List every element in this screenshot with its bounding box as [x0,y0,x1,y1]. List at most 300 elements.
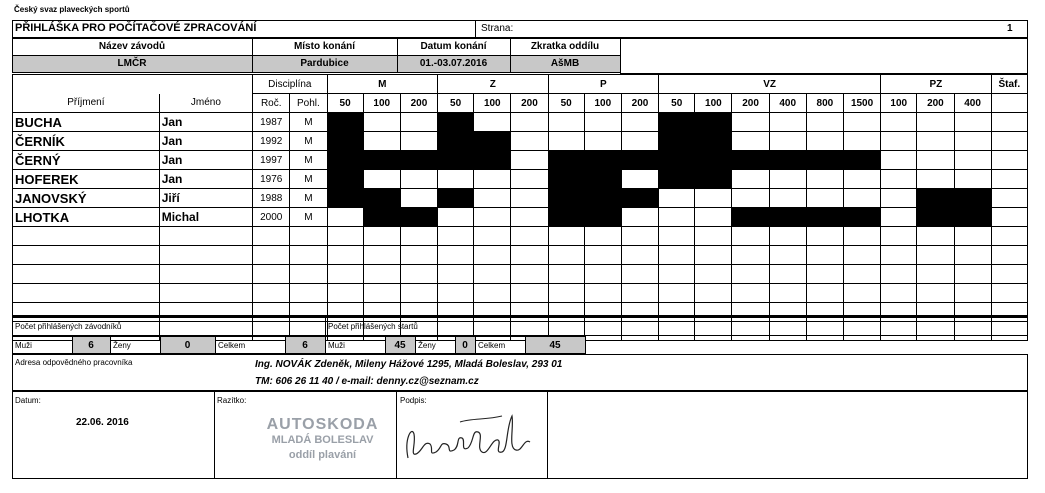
empty-cell [159,265,252,284]
entry-empty [400,170,437,189]
entry-empty [695,189,732,208]
empty-cell [991,265,1027,284]
entry-empty [584,113,621,132]
empty-cell [621,227,658,246]
empty-cell [511,265,548,284]
distance-9: 50 [659,94,695,113]
federation-name: Český svaz plaveckých sportů [14,5,130,14]
empty-cell [363,284,400,303]
entry-mark [584,170,621,189]
empty-cell [843,284,880,303]
empty-cell [881,246,917,265]
entry-mark [806,151,843,170]
empty-cell [13,227,160,246]
entry-empty [474,170,511,189]
entry-empty [400,113,437,132]
entry-empty [511,132,548,151]
table-row-empty [13,246,1028,265]
empty-cell [954,246,991,265]
entry-mark [917,208,954,227]
empty-cell [474,265,511,284]
empty-cell [400,246,437,265]
entry-mark [659,113,695,132]
empty-cell [917,227,954,246]
entry-mark [548,170,584,189]
datum-label: Datum: [15,396,41,405]
distance-17: 400 [954,94,991,113]
jmeno: Jan [159,170,252,189]
prijmeni: ČERNÝ [13,151,160,170]
entry-empty [511,170,548,189]
entry-empty [511,113,548,132]
empty-cell [732,246,769,265]
entry-mark [400,208,437,227]
title-divider [475,20,476,38]
empty-cell [327,227,363,246]
pohl: M [290,151,327,170]
entry-empty [363,132,400,151]
entry-empty [732,170,769,189]
empty-cell [253,265,290,284]
entries-table [12,74,1028,341]
table-row [13,170,1028,189]
entry-empty [843,189,880,208]
empty-cell [954,284,991,303]
footer-divider-3 [547,391,548,479]
datum-value: 22.06. 2016 [76,417,129,428]
entry-mark [732,208,769,227]
prijmeni: ČERNÍK [13,132,160,151]
empty-cell [363,265,400,284]
entry-empty [917,132,954,151]
startu-celkem: 45 [549,340,561,351]
empty-cell [363,246,400,265]
entry-empty [548,132,584,151]
roc: 2000 [253,208,290,227]
distance-6: 50 [548,94,584,113]
entry-mark [327,132,363,151]
entry-empty [769,132,806,151]
summary-header [12,315,1028,336]
jmeno: Jan [159,132,252,151]
entry-mark [548,151,584,170]
entry-empty [621,170,658,189]
entry-mark [659,151,695,170]
empty-cell [659,246,695,265]
entry-mark [584,189,621,208]
empty-cell [843,246,880,265]
startu-celkem-label: Celkem [478,341,506,350]
empty-cell [769,227,806,246]
entry-mark [769,151,806,170]
pohl: M [290,132,327,151]
entry-empty [438,208,474,227]
contact-label: Adresa odpovědného pracovníka [15,358,133,367]
entry-mark [363,189,400,208]
empty-cell [290,227,327,246]
roc: 1992 [253,132,290,151]
entry-mark [400,151,437,170]
prijmeni: BUCHA [13,113,160,132]
entry-empty [438,170,474,189]
empty-cell [695,265,732,284]
entry-mark [659,132,695,151]
entry-empty [917,170,954,189]
distance-4: 100 [474,94,511,113]
distance-14: 1500 [843,94,880,113]
empty-cell [400,265,437,284]
entry-empty [695,208,732,227]
entry-mark [474,151,511,170]
empty-cell [548,246,584,265]
entry-mark [438,113,474,132]
entry-empty [881,170,917,189]
empty-cell [13,265,160,284]
entry-empty [991,113,1027,132]
entry-mark [843,151,880,170]
entry-empty [843,113,880,132]
empty-cell [732,265,769,284]
pohl: M [290,170,327,189]
strana-label: Strana: [481,23,514,34]
col-jmeno: Jméno [159,94,252,113]
startu-label: Počet přihlášených startů [328,322,418,331]
info-value-2: 01.-03.07.2016 [419,58,488,69]
empty-cell [806,284,843,303]
empty-cell [511,246,548,265]
entry-empty [806,132,843,151]
entry-empty [881,132,917,151]
startu-muzi-label: Muži [328,341,345,350]
entry-empty [621,208,658,227]
entry-empty [881,208,917,227]
entry-mark [438,132,474,151]
entry-empty [732,189,769,208]
pohl: M [290,113,327,132]
entry-mark [695,132,732,151]
empty-cell [917,246,954,265]
empty-cell [327,284,363,303]
table-row-empty [13,284,1028,303]
entry-empty [917,151,954,170]
startu-zeny-label: Ženy [418,341,436,350]
empty-cell [695,284,732,303]
distance-7: 100 [584,94,621,113]
entry-empty [991,189,1027,208]
info-value-3: AšMB [550,58,580,69]
empty-cell [881,227,917,246]
entry-empty [659,208,695,227]
empty-cell [695,246,732,265]
entry-empty [511,189,548,208]
empty-cell [991,284,1027,303]
table-row [13,113,1028,132]
empty-cell [438,227,474,246]
entry-empty [584,132,621,151]
entry-empty [954,151,991,170]
contact-address: Ing. NOVÁK Zdeněk, Mileny Hážové 1295, Mladá Boleslav, 293 01 [255,359,563,370]
entry-mark [548,208,584,227]
jmeno: Michal [159,208,252,227]
info-blank [620,38,1028,74]
roc: 1976 [253,170,290,189]
empty-cell [732,227,769,246]
empty-cell [253,284,290,303]
prijmeni: LHOTKA [13,208,160,227]
name-header-blank [13,75,253,94]
entry-mark [695,170,732,189]
entry-empty [881,151,917,170]
empty-cell [695,227,732,246]
table-row-empty [13,265,1028,284]
entry-empty [991,170,1027,189]
entry-empty [327,208,363,227]
entry-empty [806,113,843,132]
empty-cell [400,284,437,303]
entry-mark [695,151,732,170]
empty-cell [290,246,327,265]
entry-empty [954,170,991,189]
info-header-2: Datum konání [420,41,487,52]
entry-mark [327,170,363,189]
startu-zeny: 0 [462,340,468,351]
empty-cell [806,265,843,284]
form-title: PŘIHLÁŠKA PRO POČÍTAČOVÉ ZPRACOVÁNÍ [15,22,257,34]
distance-8: 200 [621,94,658,113]
disciplina-label: Disciplína [253,75,327,94]
empty-cell [548,227,584,246]
prijmeni: JANOVSKÝ [13,189,160,208]
prijmeni: HOFEREK [13,170,160,189]
entry-empty [400,132,437,151]
empty-cell [881,284,917,303]
group-0: M [327,75,438,94]
empty-cell [511,227,548,246]
distance-12: 400 [769,94,806,113]
entry-empty [511,151,548,170]
entry-empty [474,189,511,208]
info-value-0: LMČR [117,58,147,69]
distance-3: 50 [438,94,474,113]
pohl: M [290,189,327,208]
empty-cell [584,227,621,246]
empty-cell [363,227,400,246]
entry-empty [991,132,1027,151]
empty-cell [917,284,954,303]
zavodniku-celkem: 6 [302,340,308,351]
empty-cell [843,227,880,246]
entry-mark [327,151,363,170]
zavodniku-label: Počet přihlášených závodníků [15,322,122,331]
entry-empty [400,189,437,208]
empty-cell [659,227,695,246]
empty-cell [290,265,327,284]
info-header-3: Zkratka oddílu [530,41,600,52]
razitko-label: Razítko: [217,396,247,405]
table-row [13,151,1028,170]
entry-mark [732,151,769,170]
empty-cell [511,284,548,303]
roc: 1987 [253,113,290,132]
entry-mark [363,208,400,227]
entry-empty [843,170,880,189]
entry-empty [548,113,584,132]
empty-cell [474,246,511,265]
entry-empty [991,151,1027,170]
distance-10: 100 [695,94,732,113]
celkem-label: Celkem [218,341,246,350]
entry-empty [843,132,880,151]
stamp-line1: AUTOSKODA [266,416,379,433]
summary-divider [325,318,326,336]
zeny-label: Ženy [113,341,131,350]
signature [402,408,542,470]
empty-cell [290,284,327,303]
empty-cell [769,265,806,284]
info-header-0: Název závodů [98,41,166,52]
entry-empty [769,113,806,132]
entry-empty [621,113,658,132]
empty-cell [159,227,252,246]
distance-11: 200 [732,94,769,113]
entry-mark [327,113,363,132]
empty-cell [806,246,843,265]
empty-cell [584,265,621,284]
empty-cell [881,265,917,284]
entry-mark [769,208,806,227]
group-2: P [548,75,659,94]
entry-mark [548,189,584,208]
empty-cell [954,227,991,246]
empty-cell [584,246,621,265]
group-4: PZ [881,75,992,94]
roc: 1988 [253,189,290,208]
entry-empty [954,132,991,151]
group-1: Z [438,75,549,94]
zavodniku-muzi: 6 [88,340,94,351]
startu-muzi: 45 [394,340,406,351]
empty-cell [769,246,806,265]
entry-mark [438,151,474,170]
empty-cell [548,265,584,284]
muzi-label: Muži [15,341,32,350]
entry-mark [363,151,400,170]
entry-mark [474,132,511,151]
contact-phone-email: TM: 606 26 11 40 / e-mail: denny.cz@seznam.cz [255,376,479,387]
empty-cell [253,246,290,265]
distance-0: 50 [327,94,363,113]
entry-mark [659,170,695,189]
distance-2: 200 [400,94,437,113]
footer-divider-1 [214,391,215,479]
entry-mark [621,189,658,208]
table-row [13,208,1028,227]
entry-empty [881,113,917,132]
empty-cell [13,246,160,265]
empty-cell [769,284,806,303]
entry-empty [474,113,511,132]
empty-cell [159,284,252,303]
empty-cell [474,227,511,246]
empty-cell [548,284,584,303]
empty-cell [400,227,437,246]
distance-16: 200 [917,94,954,113]
distance-13: 800 [806,94,843,113]
staf-blank [991,94,1027,113]
entry-mark [621,151,658,170]
jmeno: Jiří [159,189,252,208]
entry-empty [363,113,400,132]
empty-cell [584,284,621,303]
empty-cell [474,284,511,303]
entry-mark [917,189,954,208]
jmeno: Jan [159,113,252,132]
podpis-label: Podpis: [400,396,427,405]
entry-mark [954,208,991,227]
table-row-empty [13,227,1028,246]
col-pohl: Pohl. [290,94,327,113]
empty-cell [732,284,769,303]
empty-cell [917,265,954,284]
empty-cell [843,265,880,284]
empty-cell [806,227,843,246]
empty-cell [659,284,695,303]
empty-cell [659,265,695,284]
col-roc: Roč. [253,94,290,113]
entry-mark [584,208,621,227]
table-row [13,189,1028,208]
empty-cell [621,284,658,303]
empty-cell [954,265,991,284]
entry-empty [806,189,843,208]
table-row [13,132,1028,151]
entry-empty [363,170,400,189]
empty-cell [991,227,1027,246]
stamp-line2: MLADÁ BOLESLAV [271,434,374,446]
distance-1: 100 [363,94,400,113]
entry-empty [621,132,658,151]
jmeno: Jan [159,151,252,170]
empty-cell [621,246,658,265]
roc: 1997 [253,151,290,170]
info-header-1: Místo konání [293,41,356,52]
entry-empty [511,208,548,227]
empty-cell [13,284,160,303]
empty-cell [991,246,1027,265]
empty-cell [438,265,474,284]
empty-cell [159,246,252,265]
group-3: VZ [659,75,881,94]
entry-empty [769,189,806,208]
empty-cell [327,265,363,284]
entry-empty [881,189,917,208]
entry-mark [327,189,363,208]
zavodniku-zeny: 0 [184,340,191,351]
entry-empty [954,113,991,132]
entry-mark [954,189,991,208]
entry-empty [474,208,511,227]
empty-cell [327,246,363,265]
entry-empty [732,113,769,132]
entry-mark [438,189,474,208]
distance-5: 200 [511,94,548,113]
entry-empty [659,189,695,208]
entry-empty [769,170,806,189]
group-5: Štaf. [991,75,1027,94]
entry-mark [843,208,880,227]
empty-cell [621,265,658,284]
col-prijmeni: Příjmení [13,94,160,113]
